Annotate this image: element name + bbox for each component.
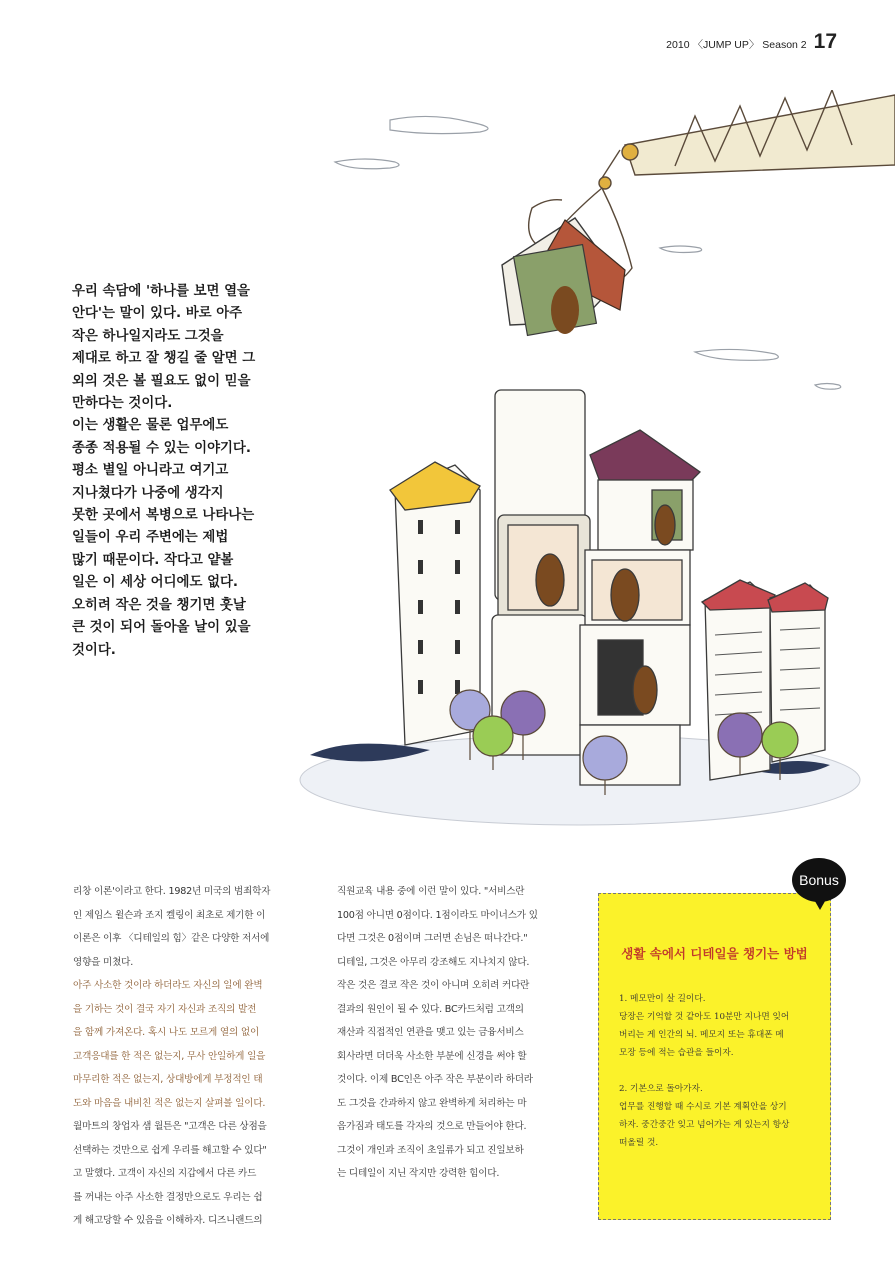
issue-label: 2010 〈JUMP UP〉 Season 2 (666, 39, 807, 51)
body-line: 는 디테일이 지닌 작지만 강력한 힘이다. (337, 1168, 500, 1179)
article-column-2 (337, 880, 575, 1186)
tip-line: 하자. 중간중간 잊고 넘어가는 게 있는지 항상 (619, 1120, 790, 1130)
tip-line: 버리는 게 인간의 뇌. 메모지 또는 휴대폰 메 (619, 1030, 784, 1040)
body-line: 결과의 원인이 될 수 있다. BC카드처럼 고객의 (337, 1003, 524, 1015)
body-line: 직원교육 내용 중에 이런 말이 있다. "서비스란 (337, 886, 525, 897)
intro-paragraph (72, 281, 267, 662)
intro-line: 오히려 작은 것을 챙기면 훗날 (72, 597, 246, 613)
page-number: 17 (813, 30, 837, 53)
tip-line: 떠올릴 것. (619, 1138, 659, 1148)
lifted-house (502, 218, 625, 335)
intro-line: 많기 때문이다. 작다고 얕볼 (72, 552, 234, 568)
intro-line: 우리 속담에 '하나를 보면 열을 (72, 284, 250, 299)
bonus-title: 생활 속에서 디테일을 챙기는 방법 (621, 946, 808, 961)
highlight-line: 고객응대를 한 적은 없는지, 무사 안일하게 일을 (73, 1050, 266, 1062)
highlight-line: 을 기하는 것이 결국 자기 자신과 조직의 발전 (73, 1003, 257, 1015)
body-line: 영향을 미쳤다. (73, 956, 134, 968)
tip-line: 모장 등에 적는 습관을 들이자. (619, 1048, 734, 1058)
body-line: 고 말했다. 고객이 자신의 지갑에서 다른 카드 (73, 1168, 257, 1179)
intro-line: 평소 별일 아니라고 여기고 (72, 463, 229, 479)
page-header (666, 30, 837, 54)
body-line: 그것이 개인과 조직이 초일류가 되고 진일보하 (337, 1144, 524, 1156)
bonus-tips (619, 990, 819, 1152)
body-line: 음가짐과 태도를 각자의 것으로 만들어야 한다. (337, 1121, 527, 1132)
body-line: 이론은 이후 〈디테일의 힘〉같은 다양한 저서에 (73, 933, 270, 944)
intro-line: 작은 하나일지라도 그것을 (72, 328, 224, 344)
tip-line: 당장은 기억할 것 같아도 10분만 지나면 잊어 (619, 1012, 790, 1022)
body-line: 디테일, 그것은 아무리 강조해도 지나치지 않다. (337, 956, 530, 968)
intro-line: 못한 곳에서 복병으로 나타나는 (72, 508, 255, 524)
body-line: 것이다. 이제 BC인은 아주 작은 부분이라 하더라 (337, 1074, 533, 1085)
body-line: 100점 아니면 0점이다. 1점이라도 마이너스가 있 (337, 909, 538, 921)
body-line: 도 그것을 간과하지 않고 완벽하게 처리하는 마 (337, 1097, 527, 1109)
intro-line: 만하다는 것이다. (72, 396, 173, 412)
bonus-badge: Bonus (792, 858, 846, 902)
tip-heading: 1. 메모만이 살 길이다. (619, 994, 706, 1004)
body-line: 작은 것은 결코 작은 것이 아니며 오히려 커다란 (337, 980, 530, 991)
highlight-line: 아주 사소한 것이라 하더라도 자신의 일에 완벽 (73, 980, 263, 991)
intro-line: 일은 이 세상 어디에도 없다. (72, 575, 239, 591)
intro-line: 이는 생활은 물론 업무에도 (72, 418, 229, 434)
body-line: 회사라면 더더욱 사소한 부분에 신경을 써야 할 (337, 1050, 527, 1062)
body-line: 인 제임스 윌슨과 조지 켈링이 최초로 제기한 이 (73, 909, 266, 921)
intro-line: 제대로 하고 잘 챙길 줄 알면 그 (72, 351, 256, 367)
intro-line: 일들이 우리 주변에는 제법 (72, 530, 229, 546)
intro-line: 종종 적용될 수 있는 이야기다. (72, 440, 251, 456)
bonus-box (598, 893, 831, 1220)
tip-line: 업무를 진행할 때 수시로 기본 계획안을 상기 (619, 1102, 787, 1112)
highlight-line: 마무리한 적은 없는지, 상대방에게 부정적인 태 (73, 1074, 263, 1085)
crane-building-illustration (280, 90, 895, 830)
intro-line: 지나쳤다가 나중에 생각지 (72, 485, 224, 501)
intro-line: 안다'는 말이 있다. 바로 아주 (72, 306, 243, 322)
body-line: 선택하는 것만으로 쉽게 우리를 해고할 수 있다" (73, 1144, 267, 1156)
body-line: 월마트의 창업자 샘 월튼은 "고객은 다른 상점을 (73, 1121, 267, 1132)
body-line: 다면 그것은 0점이며 그러면 손님은 떠나간다." (337, 933, 528, 944)
article-column-1 (73, 880, 311, 1233)
roof-building (580, 430, 700, 785)
intro-line: 외의 것은 볼 필요도 없이 믿을 (72, 373, 251, 389)
highlight-line: 도와 마음을 내비친 적은 없는지 살펴볼 일이다. (73, 1097, 266, 1109)
tip-heading: 2. 기본으로 돌아가자. (619, 1084, 703, 1094)
body-line: 리창 이론'이라고 한다. 1982년 미국의 범죄학자 (73, 886, 271, 897)
intro-line: 것이다. (72, 642, 116, 658)
highlight-line: 을 함께 가져온다. 혹시 나도 모르게 열의 없이 (73, 1027, 260, 1038)
intro-line: 큰 것이 되어 돌아올 날이 있을 (72, 620, 251, 636)
body-line: 게 해고당할 수 있음을 이해하자. 디즈니랜드의 (73, 1215, 263, 1226)
body-line: 재산과 직접적인 연관을 맺고 있는 금융서비스 (337, 1027, 524, 1038)
body-line: 를 꺼내는 아주 사소한 결정만으로도 우리는 쉽 (73, 1191, 263, 1203)
